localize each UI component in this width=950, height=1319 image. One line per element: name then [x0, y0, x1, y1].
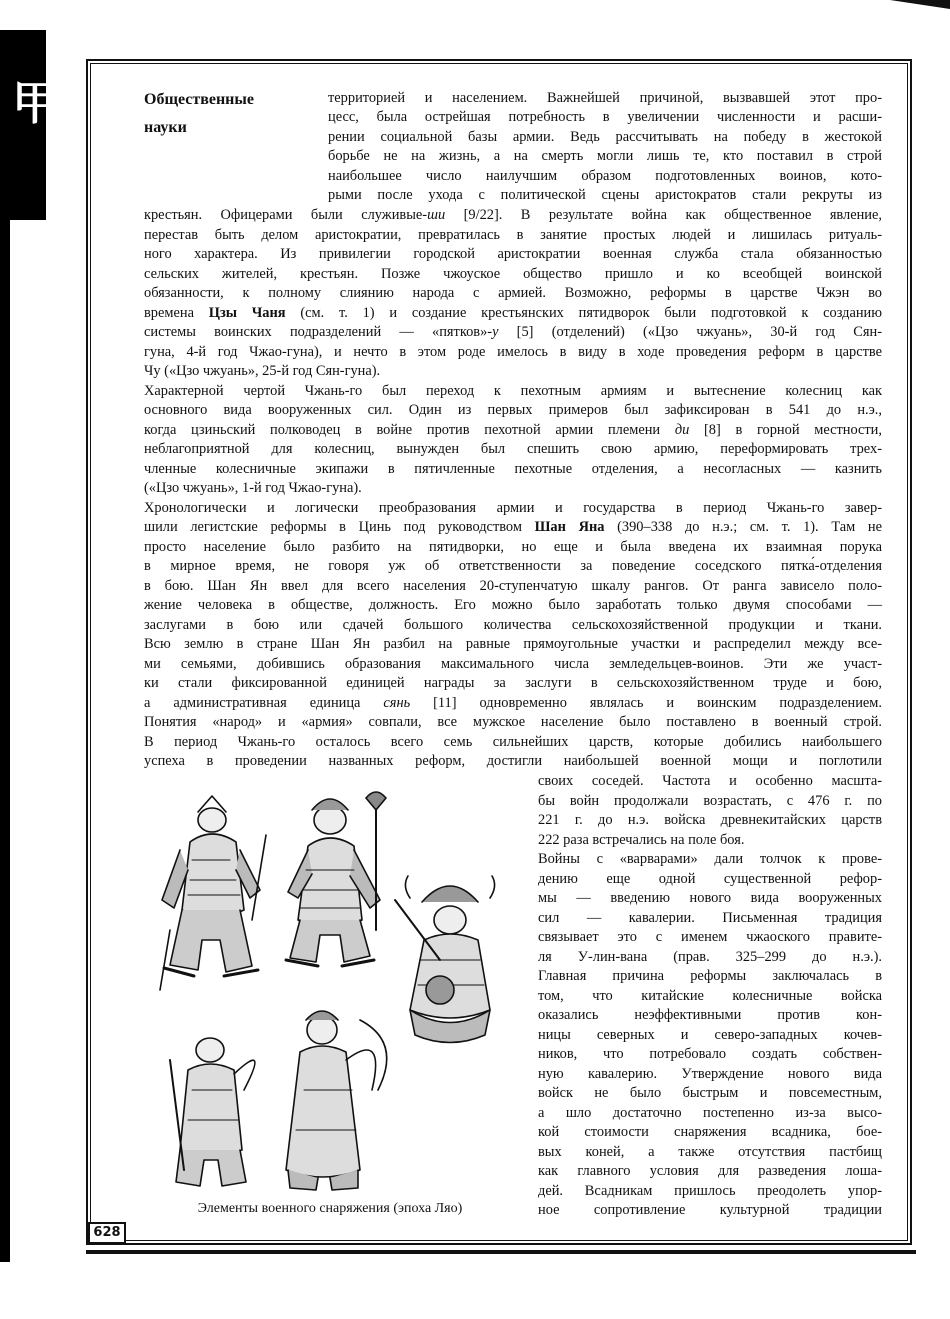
text-line: системы воинских подразделений — «пятков»-у [5] (отделений) («Цзо чжуань», 30-й год Сян- — [144, 324, 882, 340]
text-line: гуна, 4-й год Чжао-гуна), и нечто в этом роде имелось в виду в ходе проведения реформ в царстве — [144, 344, 882, 360]
text-line: рыми после ухода с политической сцены аристократов стали рекруты из — [328, 187, 882, 203]
warrior-1 — [160, 796, 266, 990]
warrior-4 — [170, 1038, 255, 1186]
text-line: членные колесничные экипажи в пятичленные пехотные отделения, а несогласных — казнить — [144, 461, 882, 477]
text-line: связывает это с именем чжаоского правите- — [538, 929, 882, 945]
text-line: борьбе не на жизнь, а на смерть могли лишь те, кто поставил в строй — [328, 148, 882, 164]
rubric-line-2: науки — [144, 119, 187, 136]
rubric-line-1: Общественные — [144, 91, 254, 108]
figure-caption: Элементы военного снаряжения (эпоха Ляо) — [197, 1201, 463, 1216]
text-line: кой стоимости снаряжения всадника, бое- — [538, 1124, 882, 1140]
text-line: жение человека в обществе, должность. Его можно было заработать только двумя способами — — [144, 597, 882, 613]
section-rubric — [144, 86, 314, 142]
text-line: 221 г. до н.э. войска древнекитайских царств — [538, 812, 882, 828]
page-number: 628 — [88, 1222, 126, 1244]
text-line: («Цзо чжуань», 1-й год Чжао-гуна). — [144, 480, 362, 496]
text-line: территорией и населением. Важнейшей причиной, вызвавшей этот про- — [328, 90, 882, 106]
text-line: когда цзиньский полководец в войне против пехотной армии племени ди [8] в горной местности, — [144, 422, 882, 438]
text-line: шили легистские реформы в Цинь под руководством Шан Яна (390–338 до н.э.; см. т. 1). Там не — [144, 519, 882, 535]
text-line: наибольшее число наилучшим образом подготовленных воинов, кото- — [328, 168, 882, 184]
text-line: ников, что потребовало создать собствен- — [538, 1046, 882, 1062]
text-line: ницы северных и северо-западных кочев- — [538, 1027, 882, 1043]
left-edge-bar — [0, 40, 10, 1262]
text-line: ми семьями, добившись образования максимального числа земледельцев-воинов. Эти же участ- — [144, 656, 882, 672]
warriors-illustration — [140, 790, 520, 1200]
text-line: 222 раза встречались на поле боя. — [538, 832, 745, 848]
text-line: Чу («Цзо чжуань», 25-й год Сян-гуна). — [144, 363, 381, 379]
text-line: войск не было быстрым и повсеместным, — [538, 1085, 882, 1101]
text-line: в бою. Шан Ян ввел для всего населения 20-ступенчатую шкалу рангов. От ранга зависело поло- — [144, 578, 882, 594]
text-line: просто население было разбито на пятидворки, но еще и была введена их взаимная порука — [144, 539, 882, 555]
text-line: Хронологически и логически преобразования армии и государства в период Чжань-го завер- — [144, 500, 882, 516]
text-line: оказались неэффективными против кон- — [538, 1007, 882, 1023]
text-line: в мирное время, не говоря уж об ответственности за поведение соседского пятка́-отделения — [144, 558, 882, 574]
warrior-5 — [286, 1011, 387, 1190]
text-line: Понятия «народ» и «армия» совпали, все мужское население было поставлено в военный строй. — [144, 714, 882, 730]
text-line: времена Цзы Чаня (см. т. 1) и создание крестьянских пятидворок были подготовкой к созданию — [144, 305, 882, 321]
text-line: цесс, была острейшая потребность в увеличении численности и расши- — [328, 109, 882, 125]
text-line: Войны с «варварами» дали толчок к прове- — [538, 851, 882, 867]
text-line: дей. Всадникам пришлось преодолеть упор- — [538, 1183, 882, 1199]
text-line: неблагоприятной для колесниц, вынужден был спешить свою армию, переформировать трех- — [144, 441, 882, 457]
text-line: заслугами в бою или сдачей большого количества сельскохозяйственной продукции и ткани. — [144, 617, 882, 633]
text-line: ки стали фиксированной единицей награды за заслуги в сельскохозяйственном труде и бою, — [144, 675, 882, 691]
text-line: основного вида вооруженных сил. Один из первых примеров был зафиксирован в 541 до н.э., — [144, 402, 882, 418]
text-line: мы — введению нового вида вооруженных — [538, 890, 882, 906]
text-line: крестьян. Офицерами были служивые-ши [9/22]. В результате война как общественное явление, — [144, 207, 882, 223]
text-line: Всю землю в стране Шан Ян разбил на равные прямоугольные участки и распределил между все- — [144, 636, 882, 652]
text-line: бы войн продолжали возрастать, с 476 г. по — [538, 793, 882, 809]
text-line: сил — кавалерии. Письменная традиция — [538, 910, 882, 926]
text-line: Главная причина реформы заключалась в — [538, 968, 882, 984]
text-line: том, что китайские колесничные войска — [538, 988, 882, 1004]
seal-glyph: 甲 — [12, 76, 58, 130]
corner-mark — [890, 0, 950, 9]
text-line: вых коней, а также отсутствия пастбищ — [538, 1144, 882, 1160]
text-line: сельских жителей, крестьян. Позже чжоуское общество пришло и ко всеобщей воинской — [144, 266, 882, 282]
text-line: обязанности, к полному слиянию народа с армией. Возможно, реформы в царстве Чжэн во — [144, 285, 882, 301]
text-line: успеха в проведении названных реформ, достигли наибольшей военной мощи и поглотили — [144, 753, 882, 769]
text-line: Характерной чертой Чжань-го был переход к пехотным армиям и вытеснение колесниц как — [144, 383, 882, 399]
text-line: ное сопротивление культурной традиции — [538, 1202, 882, 1218]
bottom-rule — [86, 1250, 916, 1254]
text-line: своих соседей. Частота и особенно масшта- — [538, 773, 882, 789]
text-line: ного характера. Из привилегии городской аристократии военная служба стала обязанностью — [144, 246, 882, 262]
text-line: как главного условия для разведения лоша- — [538, 1163, 882, 1179]
text-line: дению еще одной существенной рефор- — [538, 871, 882, 887]
text-line: перестав быть делом аристократии, превратилась в занятие простых людей и лишилась ритуаль- — [144, 227, 882, 243]
text-line: а административная единица сянь [11] одновременно являлась и воинским подразделением. — [144, 695, 882, 711]
warrior-3 — [395, 876, 495, 1043]
text-line: В период Чжань-го осталось всего семь сильнейших царств, которые добились наибольшего — [144, 734, 882, 750]
warrior-2 — [286, 792, 386, 966]
text-line: а шло достаточно постепенно из-за высо- — [538, 1105, 882, 1121]
text-line: ную кавалерию. Утверждение нового вида — [538, 1066, 882, 1082]
text-line: рении социальной базы армии. Ведь рассчитывать на победу в жестокой — [328, 129, 882, 145]
text-line: ля У-лин-вана (прав. 325–299 до н.э.). — [538, 949, 882, 965]
